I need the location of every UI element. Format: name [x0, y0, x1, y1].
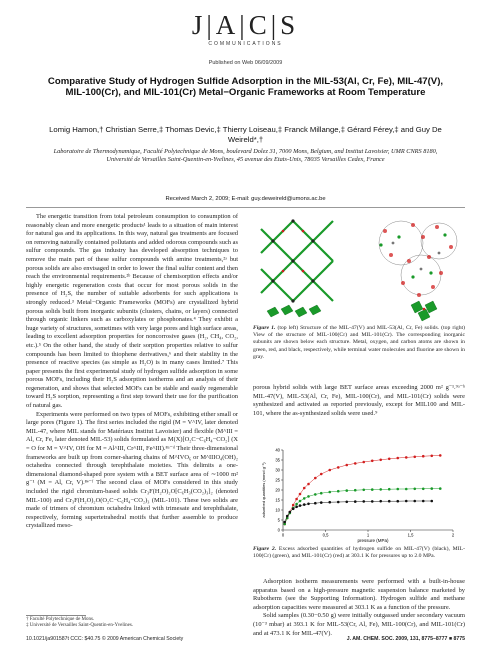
- x-tick-label: 1: [366, 532, 370, 538]
- data-point: [413, 500, 416, 503]
- paragraph: Experiments were performed on two types of MOFs, exhibiting either small or large pores (Figure 1). The first series included the rigid (M = V^IV, later denoted MIL-47, where MIL stands for Matériaux Institut Lavoisier) and flexible (M^III = Al, Cr, Fe, later denoted MIL-53) solids formulated as M(X)[O₂C−C₆H₄−CO₂] (X = O for M = V^IV, OH for M = Al^III, Cr^III, Fe^III).⁸ᵃ⁻ᵈ Their three-dimensional frameworks are built up from corner-sharing chains of M^IVO₆ or M^IIIO₄(OH)₂ octahedra connected through terephthalate moieties. This delimits a one-dimensional diamond-shaped pore system with a BET surface area of ∼1000 m² g⁻¹ (M = Al, Cr, V).⁸ᵉ⁻ᶠ The second class of MOFs considered in this study included the rigid chromium-based solids Cr₃F(H₂O)₂O[C₆H₃(CO₂)₃]₂ (denoted MIL-100) and Cr₃F(H₂O)₂O(O₂C−C₆H₄−CO₂)₃ (MIL-101). These two solids are made of trimers of chromium octahedra linked with trimesate and terephthalate, respectively, forming supertetrahedral motifs that further assemble to produce crystallized meso-: [26, 410, 238, 530]
- y-axis-label: adsorbed quantities (mmol g⁻¹): [261, 462, 266, 518]
- published-date: Published on Web 06/09/2009: [208, 60, 283, 66]
- y-tick-label: 35: [275, 457, 280, 463]
- footnotes: [26, 617, 238, 629]
- data-point: [430, 500, 433, 503]
- figure-1-illustration: [253, 213, 465, 323]
- data-point: [371, 488, 374, 491]
- affiliation: Laboratoire de Thermodynamique, Faculté Polytechnique de Mons, boulevard Dolez 31, 7000 Mons, Belgium, and Institut Lavoisier, UMR CNRS 8180, Université de Versailles Saint-Quentin-en-Yvelines, 45 avenue des Etats-Unis, 78035 Versailles Cedex, France: [53, 148, 438, 164]
- paragraph: Solid samples (0.30−0.50 g) were initially outgassed under secondary vacuum (10⁻³ mbar) at 393.1 K for MIL-53(Cr, Al, Fe), MIL-100(Cr), and MIL-101(Cr) and at 473.1 K for MIL-47(V).: [253, 612, 465, 637]
- left-column: [26, 213, 238, 531]
- series-line: [285, 489, 441, 524]
- data-point: [307, 503, 310, 506]
- data-point: [388, 500, 391, 503]
- data-point: [299, 504, 302, 507]
- data-point: [292, 504, 295, 507]
- paragraph: porous hybrid solids with large BET surface areas exceeding 2000 m² g⁻¹.⁹ᵃ⁻ᵇ MIL-47(V), MIL-53(Al, Cr, Fe), MIL-100(Cr), and MIL-101(Cr) solids were synthesized and activated as reported previously, except for MIL100 and MIL-101, where the as-synthesized solids were used.⁹: [253, 384, 465, 417]
- x-tick-label: 0,5: [322, 532, 329, 538]
- data-point: [371, 500, 374, 503]
- data-point: [379, 500, 382, 503]
- data-point: [314, 493, 317, 496]
- right-column-lower: [253, 578, 465, 638]
- data-point: [337, 501, 340, 504]
- data-point: [328, 491, 331, 494]
- doi-line: 10.1021/ja901587t CCC: $40.75 © 2009 American Chemical Society: [26, 636, 184, 642]
- chart-axes: [283, 450, 453, 530]
- mil53-structure: [261, 219, 333, 317]
- y-tick-label: 20: [275, 487, 280, 493]
- data-point: [345, 489, 348, 492]
- data-point: [303, 487, 306, 490]
- data-point: [396, 500, 399, 503]
- data-point: [295, 498, 298, 501]
- x-tick-label: 2: [451, 532, 455, 538]
- caption-text: (top left) Structure of the MIL-47(V) and MIL-53(Al, Cr, Fe) solids. (top right) View of the structure of MIL-100(Cr) and MIL-101(Cr). The corresponding inorganic subunits are shown below each structure. Metal, oxygen, and carbon atoms are shown in green, red, and black, respectively, while terminal water molecules and fluorine are shown in gray.: [253, 325, 466, 360]
- journal-section: COMMUNICATIONS: [208, 41, 283, 47]
- data-point: [320, 501, 323, 504]
- data-point: [289, 511, 292, 514]
- received-line: Received March 2, 2009; E-mail: guy.deweireld@umons.ac.be: [165, 196, 326, 202]
- y-tick-label: 0: [277, 527, 280, 533]
- data-point: [292, 508, 295, 511]
- figure-1-caption: [253, 325, 465, 361]
- citation-line: J. AM. CHEM. SOC. 2009, 131, 8775–8777 ■ 8775: [346, 636, 465, 642]
- footnote: † Faculté Polytechnique de Mons.: [26, 617, 95, 622]
- data-point: [405, 500, 408, 503]
- mil100-structure: [379, 221, 457, 321]
- y-tick-label: 30: [275, 467, 280, 473]
- x-tick-label: 1,5: [407, 532, 414, 538]
- header-divider: [26, 207, 465, 208]
- data-point: [422, 455, 425, 458]
- data-point: [396, 488, 399, 491]
- y-tick-label: 25: [275, 477, 280, 483]
- chart-ticks: [275, 448, 455, 538]
- data-point: [413, 456, 416, 459]
- data-point: [422, 500, 425, 503]
- y-tick-label: 5: [277, 517, 280, 523]
- journal-logo: J|A|C|S: [191, 10, 300, 40]
- x-tick-label: 0: [281, 532, 285, 538]
- isotherm-chart: [253, 444, 465, 544]
- data-point: [396, 457, 399, 460]
- data-point: [388, 458, 391, 461]
- footnote-divider: [26, 615, 86, 616]
- data-point: [405, 488, 408, 491]
- data-point: [295, 506, 298, 509]
- data-point: [337, 466, 340, 469]
- paragraph: Adsorption isotherm measurements were performed with a built-in-house apparatus based on a high-pressure magnetic suspension balance marketed by Rubotherm (see the Supporting Information). Hydrogen sulfide and methane adsorption capacities were measured at 303.1 K as a function of the pressure.: [253, 578, 465, 611]
- figure-2: [253, 444, 465, 544]
- data-point: [439, 454, 442, 457]
- data-point: [439, 487, 442, 490]
- series-2: [283, 500, 433, 524]
- data-point: [430, 487, 433, 490]
- series-1: [283, 487, 441, 525]
- data-point: [354, 489, 357, 492]
- data-point: [295, 503, 298, 506]
- data-point: [314, 477, 317, 480]
- data-point: [299, 493, 302, 496]
- data-point: [362, 461, 365, 464]
- data-point: [379, 488, 382, 491]
- data-point: [337, 490, 340, 493]
- data-point: [299, 500, 302, 503]
- data-point: [345, 464, 348, 467]
- y-tick-label: 40: [275, 447, 280, 453]
- data-point: [422, 488, 425, 491]
- data-point: [286, 515, 289, 518]
- data-point: [307, 495, 310, 498]
- x-axis-label: pressure (MPa): [357, 538, 389, 543]
- figure-2-caption: [253, 546, 465, 560]
- data-point: [303, 497, 306, 500]
- series-line: [285, 501, 432, 522]
- figure-1: [253, 213, 465, 323]
- y-tick-label: 10: [275, 507, 280, 513]
- data-point: [388, 488, 391, 491]
- right-column: [253, 384, 465, 418]
- y-tick-label: 15: [275, 497, 280, 503]
- data-point: [430, 455, 433, 458]
- data-point: [413, 488, 416, 491]
- data-point: [320, 492, 323, 495]
- data-point: [307, 483, 310, 486]
- data-point: [362, 489, 365, 492]
- data-point: [354, 500, 357, 503]
- author-list: Lomig Hamon,† Christian Serre,‡ Thomas Devic,‡ Thierry Loiseau,‡ Franck Millange,‡ Gérard Férey,‡ and Guy De Weireld*,†: [49, 125, 442, 144]
- data-point: [314, 502, 317, 505]
- data-point: [405, 456, 408, 459]
- data-point: [303, 503, 306, 506]
- data-point: [328, 469, 331, 472]
- footnote: ‡ Université de Versailles Saint-Quentin-en-Yvelines.: [26, 623, 134, 629]
- caption-label: Figure 2.: [253, 546, 277, 552]
- article-title: Comparative Study of Hydrogen Sulfide Adsorption in the MIL-53(Al, Cr, Fe), MIL-47(V), MIL-100(Cr), and MIL-101(Cr) Metal−Organic Frameworks at Room Temperature: [47, 76, 444, 99]
- data-point: [354, 462, 357, 465]
- data-point: [283, 521, 286, 524]
- data-point: [328, 501, 331, 504]
- data-point: [345, 501, 348, 504]
- data-point: [362, 500, 365, 503]
- data-point: [371, 460, 374, 463]
- caption-text: Excess adsorbed quantities of hydrogen sulfide on MIL-47(V) (black), MIL-100(Cr) (green), and MIL-101(Cr) (red) at 303.1 K for pressures up to 2.0 MPa.: [253, 546, 466, 560]
- paragraph: The energetic transition from total petroleum consumption to consumption of reasonably clean and more energetic products¹ leads to a situation of main interest for natural gas and its applications. In this way, natural gas treatments are focused on removing naturally contained pollutants and added odorous compounds such as sulfur compounds. The gas industry has developed absorption techniques to remove the main part of these sulfur compounds with amine treatments,²ᵃ but porous solids are also envisaged in order to lower the final sulfur content and then reach the environmental requirements.²ᵇ Because of chemisorption effects and/or highly energetic regeneration costs that occur for most porous solids in the presence of H₂S, the number of suitable adsorbents for such applications is strongly reduced.³ Metal−Organic Frameworks (MOFs) are crystallized hybrid porous solids built from inorganic subunits (clusters, chains, or layers) connected through organic linkers such as carboxylates or phosphonates.⁴ They exhibit a huge variety of structures, sometimes with very large pores and high surface areas, leading to excellent adsorption properties for noncorrosive gases (H₂, CH₄, CO₂, etc.).⁵ On the other hand, the study of their sorption properties relative to sulfur compounds has been limited to thiophene derivatives,⁶ and their stability in the presence of reactive species (as simple as H₂O) is in many cases limited.⁷ This paper presents the first experimental study of hydrogen sulfide adsorption in some porous MOFs, including their H₂S adsorption isotherms and an analysis of their regeneration, and shows that selected MOFs can be stable and easily regenerable toward H₂S sorption, representing a first step toward their use for the purification of natural gas.: [26, 213, 238, 410]
- data-point: [320, 473, 323, 476]
- chart-marks: [283, 454, 441, 525]
- data-point: [379, 459, 382, 462]
- caption-label: Figure 1.: [253, 325, 276, 331]
